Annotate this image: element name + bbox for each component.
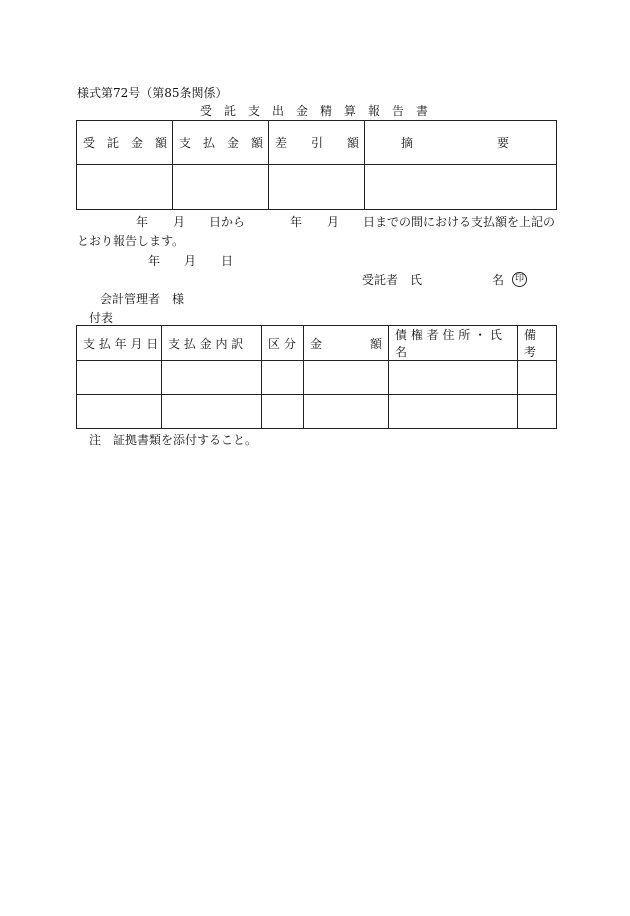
report-year: 年 xyxy=(148,254,161,268)
header-summary: 摘 要 xyxy=(365,121,557,165)
period-from-day: 日から xyxy=(209,215,246,229)
header-amount: 金 額 xyxy=(304,326,389,361)
trustee-name-label: 名 xyxy=(492,273,505,287)
statement-line2: とおり報告します。 xyxy=(77,234,185,248)
table-header-row xyxy=(77,326,557,361)
period-from-year: 年 xyxy=(136,215,149,229)
cell-balance xyxy=(269,165,365,210)
cell-payment-amount xyxy=(173,165,269,210)
header-balance: 差 引 額 xyxy=(269,121,365,165)
addressee: 会計管理者 様 xyxy=(100,292,185,306)
header-creditor: 債 権 者 住 所 ・ 氏 名 xyxy=(389,326,518,361)
header-remarks: 備 考 xyxy=(518,326,557,361)
header-payment-breakdown: 支 払 金 内 訳 xyxy=(162,326,262,361)
table-row xyxy=(77,395,557,429)
period-to-month: 月 xyxy=(327,215,340,229)
page-title: 受 託 支 出 金 精 算 報 告 書 xyxy=(200,104,429,118)
period-to-year: 年 xyxy=(290,215,303,229)
table-row xyxy=(77,165,557,210)
trustee-label: 受託者 氏 xyxy=(362,273,423,287)
header-entrusted-amount: 受 託 金 額 xyxy=(77,121,173,165)
report-day: 日 xyxy=(221,254,234,268)
period-to-rest: 日までの間における支払額を上記の xyxy=(363,215,556,229)
table-header-row xyxy=(77,121,557,165)
report-month: 月 xyxy=(184,254,197,268)
settlement-table xyxy=(76,120,557,210)
cell-entrusted-amount xyxy=(77,165,173,210)
header-payment-amount: 支 払 金 額 xyxy=(173,121,269,165)
attachment-table xyxy=(76,325,557,429)
attachment-label: 付表 xyxy=(89,311,114,325)
header-category: 区 分 xyxy=(262,326,304,361)
seal-icon: 印 xyxy=(512,270,527,287)
table-row xyxy=(77,361,557,395)
form-number: 様式第72号（第85条関係） xyxy=(77,86,228,100)
footnote: 注 証拠書類を添付すること。 xyxy=(89,433,258,447)
period-from-month: 月 xyxy=(173,215,186,229)
header-payment-date: 支 払 年 月 日 xyxy=(77,326,162,361)
cell-summary xyxy=(365,165,557,210)
